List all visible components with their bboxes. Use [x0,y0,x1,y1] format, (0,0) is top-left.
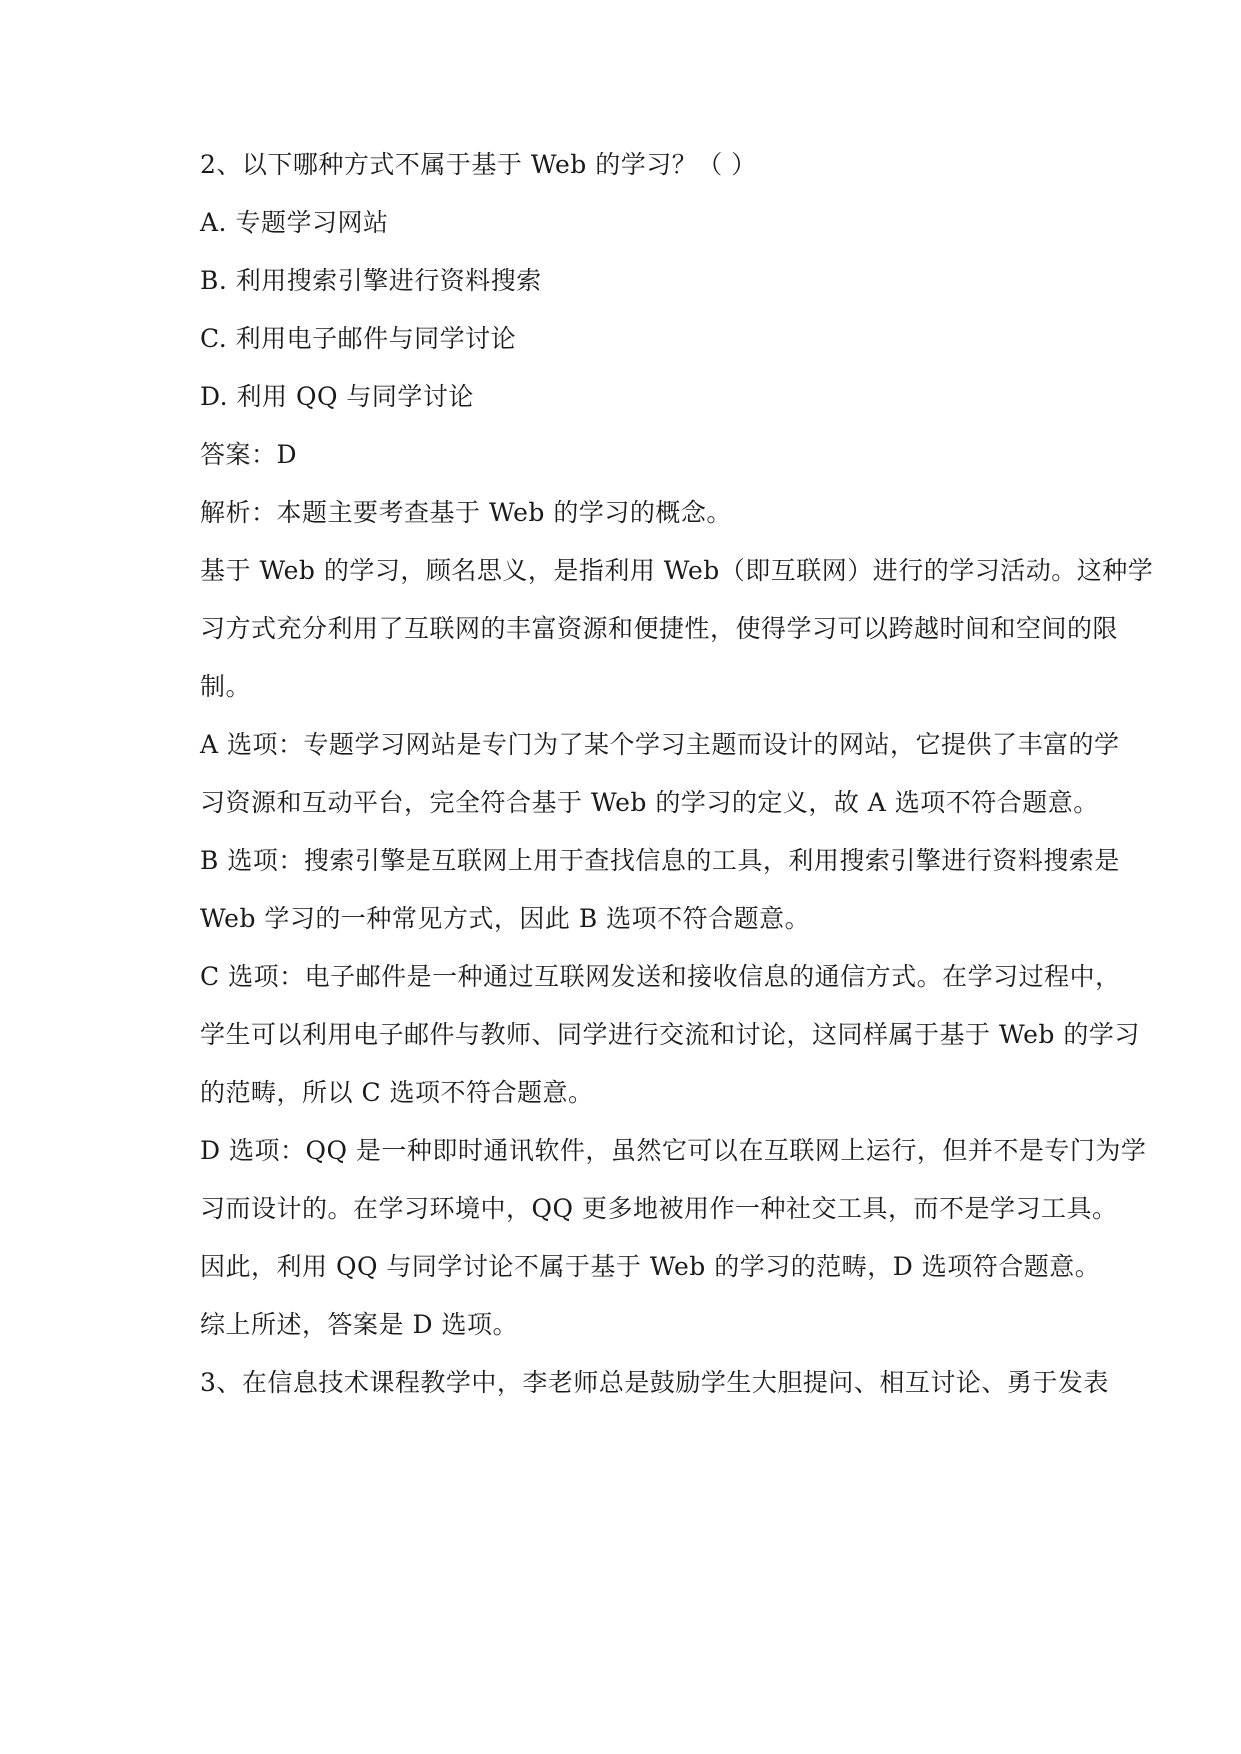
analysis-line: A 选项：专题学习网站是专门为了某个学习主题而设计的网站，它提供了丰富的学 [200,730,1120,759]
analysis-line: 习资源和互动平台，完全符合基于 Web 的学习的定义，故 A 选项不符合题意。 [200,788,1099,817]
option-d: D. 利用 QQ 与同学讨论 [200,382,474,411]
option-a: A. 专题学习网站 [200,208,389,237]
question-2-stem: 2、以下哪种方式不属于基于 Web 的学习？（ ） [200,150,757,179]
analysis-conclusion: 综上所述，答案是 D 选项。 [200,1310,518,1339]
option-b: B. 利用搜索引擎进行资料搜索 [200,266,542,295]
analysis-line: B 选项：搜索引擎是互联网上用于查找信息的工具，利用搜索引擎进行资料搜索是 [200,846,1120,875]
analysis-line: D 选项：QQ 是一种即时通讯软件，虽然它可以在互联网上运行，但并不是专门为学 [200,1136,1147,1165]
analysis-line: 的范畴，所以 C 选项不符合题意。 [200,1078,594,1107]
analysis-line: 习方式充分利用了互联网的丰富资源和便捷性，使得学习可以跨越时间和空间的限 [200,614,1119,643]
analysis-line: 因此，利用 QQ 与同学讨论不属于基于 Web 的学习的范畴，D 选项符合题意。 [200,1252,1101,1281]
answer-text: 答案：D [200,440,298,469]
question-3-stem: 3、在信息技术课程教学中，李老师总是鼓励学生大胆提问、相互讨论、勇于发表 [200,1368,1109,1397]
analysis-line: 制。 [200,672,252,701]
analysis-line: C 选项：电子邮件是一种通过互联网发送和接收信息的通信方式。在学习过程中， [200,962,1121,991]
option-c: C. 利用电子邮件与同学讨论 [200,324,517,353]
analysis-title: 解析：本题主要考查基于 Web 的学习的概念。 [200,498,732,527]
analysis-line: 习而设计的。在学习环境中，QQ 更多地被用作一种社交工具，而不是学习工具。 [200,1194,1118,1223]
analysis-line: Web 学习的一种常见方式，因此 B 选项不符合题意。 [200,904,811,933]
analysis-line: 学生可以利用电子邮件与教师、同学进行交流和讨论，这同样属于基于 Web 的学习 [200,1020,1140,1049]
analysis-line: 基于 Web 的学习，顾名思义，是指利用 Web（即互联网）进行的学习活动。这种学 [200,556,1154,585]
